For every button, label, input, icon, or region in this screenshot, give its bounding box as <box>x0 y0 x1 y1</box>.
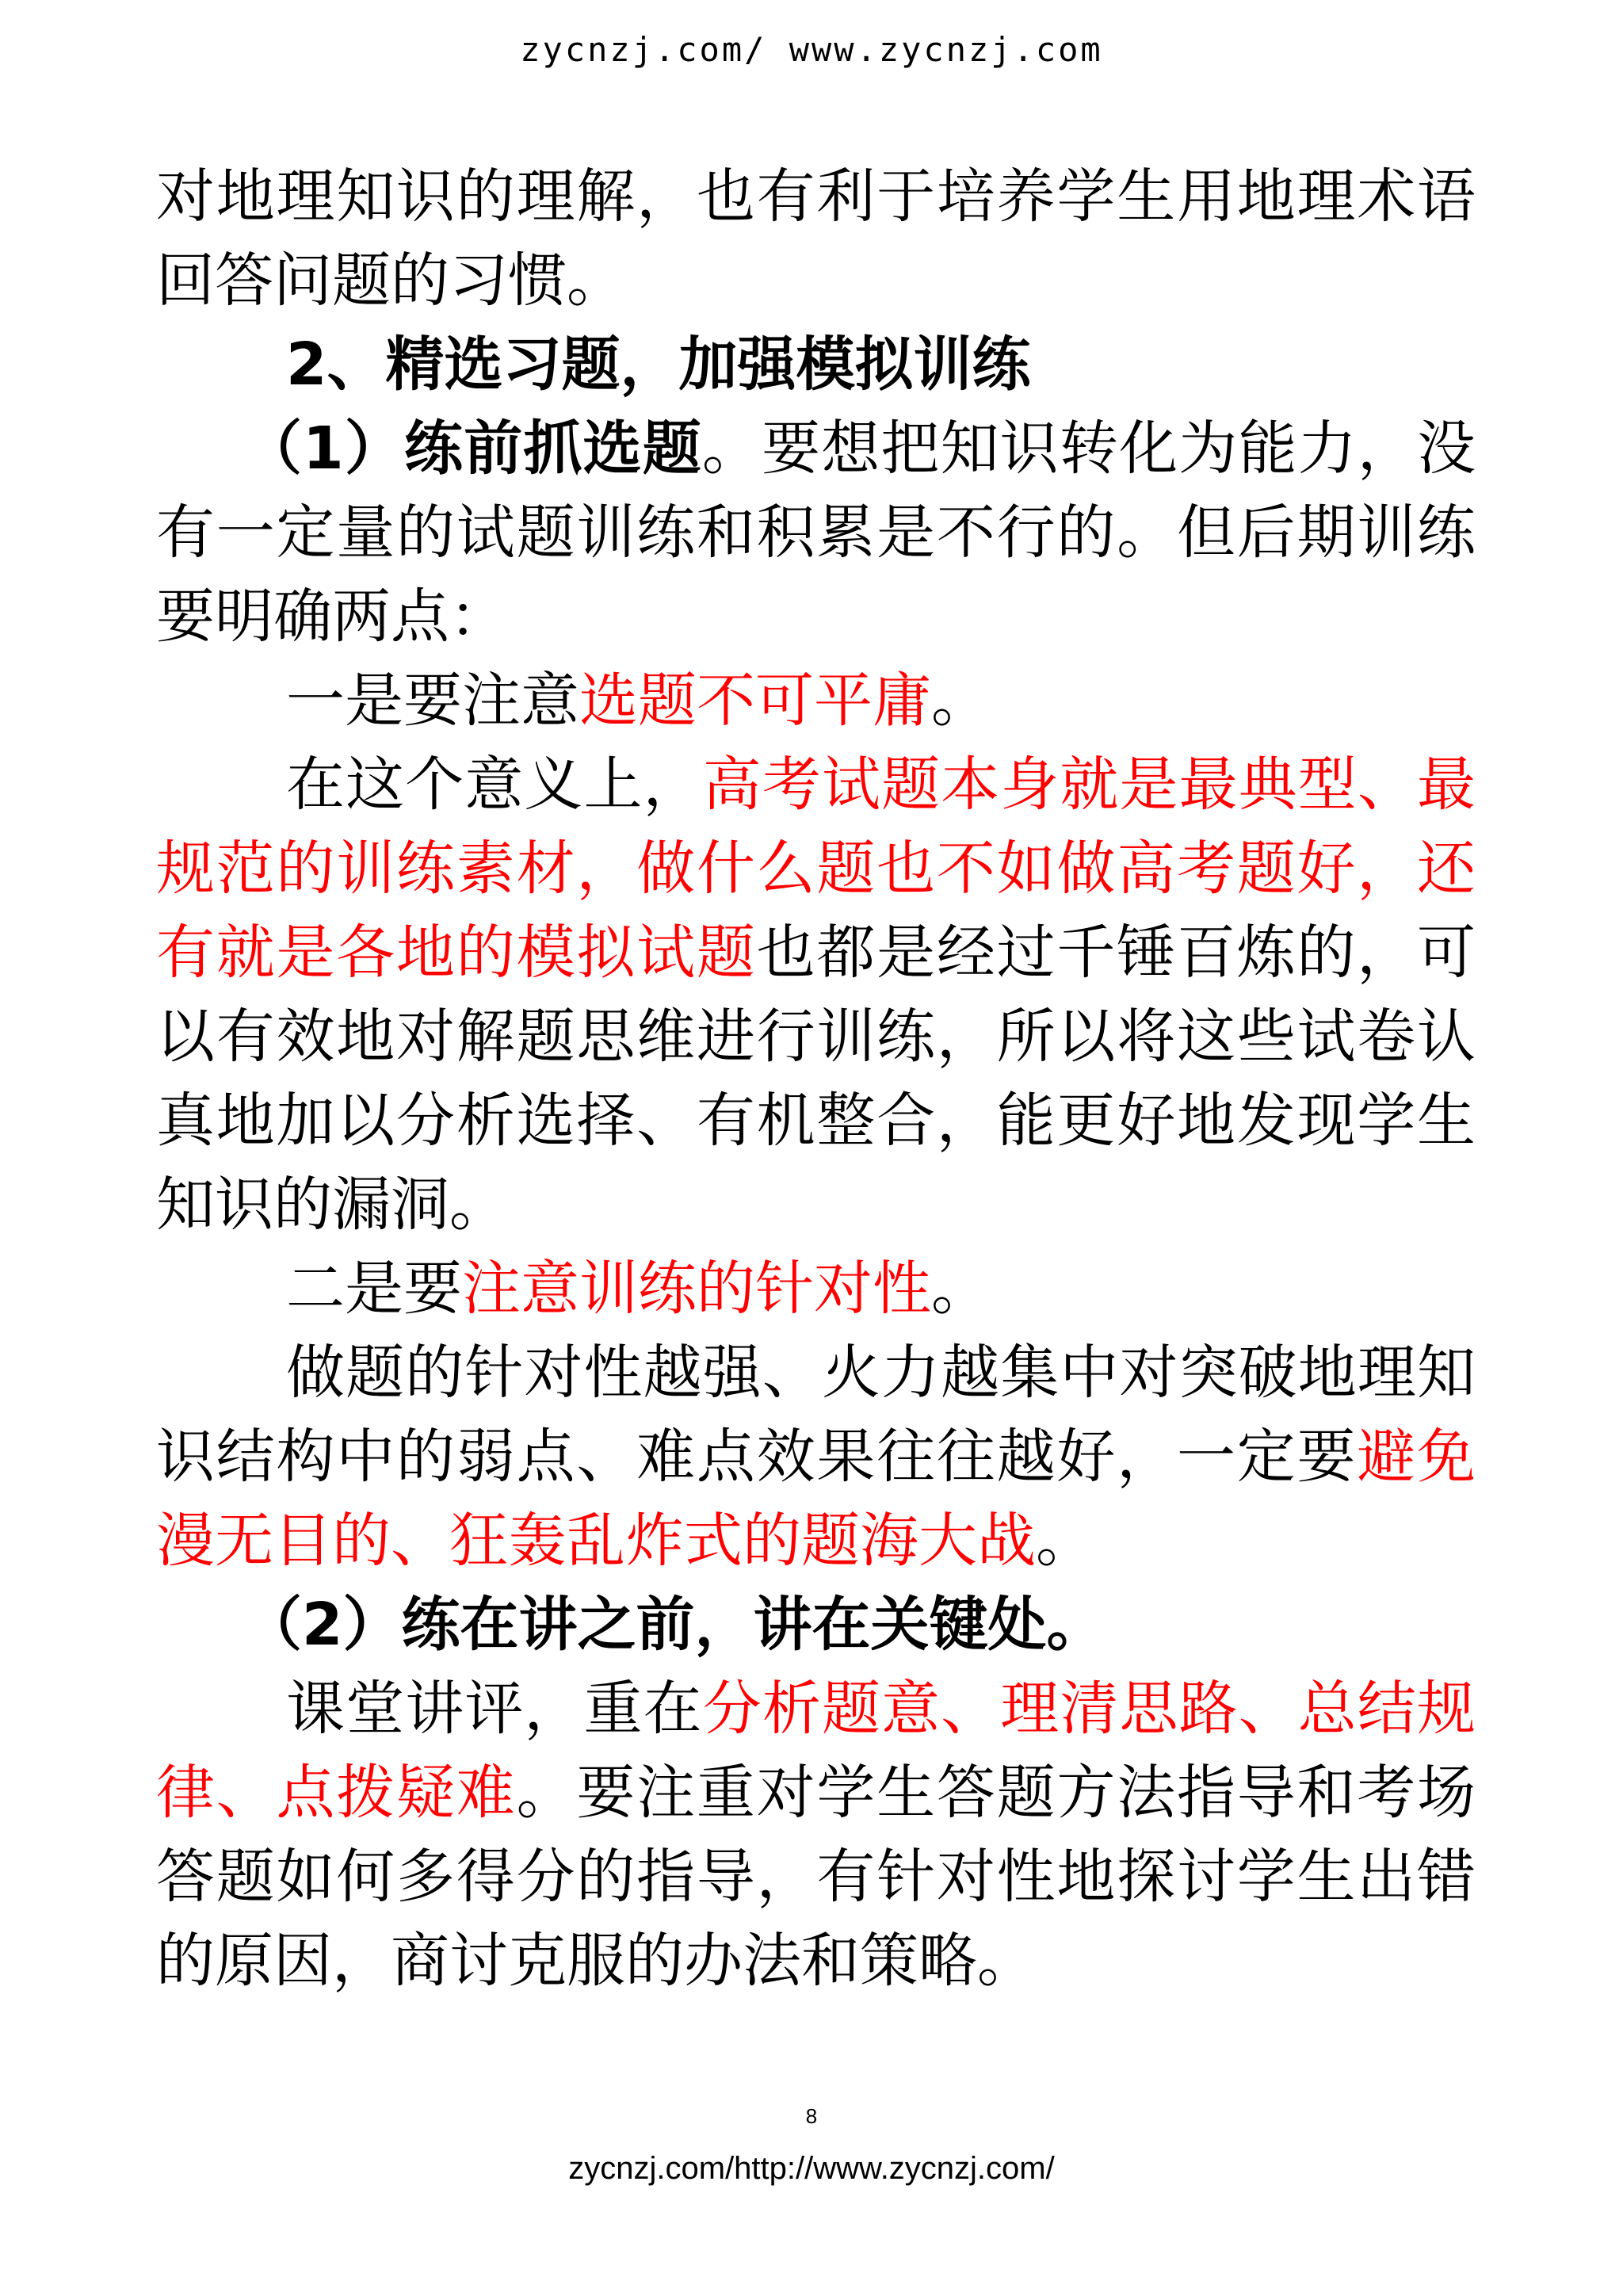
paragraph-9-text-before: 课堂讲评，重在 <box>286 1675 703 1743</box>
paragraph-7-text-before: 做题的针对性越强、火力越集中对突破地理知识结构中的弱点、难点效果往往越好，一定要 <box>156 1339 1476 1491</box>
paragraph-7 <box>156 1331 1476 1583</box>
paragraph-7-emphasis: 避免漫无目的、狂轰乱炸式的题海大战 <box>156 1423 1476 1575</box>
paragraph-5-text-after: 也都是经过千锤百炼的，可以有效地对解题思维进行训练，所以将这些试卷认真地加以分析选择、有机整合，能更好地发现学生知识的漏洞。 <box>156 919 1476 1239</box>
paragraph-9-text-after: 。要注重对学生答题方法指导和考场答题如何多得分的指导，有针对性地探讨学生出错的原因，商讨克服的办法和策略。 <box>156 1759 1476 1995</box>
section-heading-2: 2、精选习题，加强模拟训练 <box>286 330 1031 399</box>
page-footer-url: zycnzj.com/http://www.zycnzj.com/ <box>568 2151 1055 2186</box>
paragraph-5-text-before: 在这个意义上， <box>286 751 703 819</box>
paragraph-4-text-before: 一是要注意 <box>286 667 579 735</box>
paragraph-3-text: 。要想把知识转化为能力，没有一定量的试题训练和积累是不行的。但后期训练要明确两点： <box>156 415 1476 651</box>
paragraph-6-emphasis: 注意训练的针对性 <box>462 1255 931 1323</box>
paragraph-9-emphasis: 分析题意、理清思路、总结规律、点拨疑难 <box>156 1675 1476 1827</box>
subsection-heading-1: （1）练前抓选题 <box>243 415 702 483</box>
paragraph-1: 对地理知识的理解，也有利于培养学生用地理术语回答问题的习惯。 <box>156 162 1476 315</box>
document-body <box>156 155 1476 2003</box>
paragraph-6 <box>156 1247 1476 1331</box>
paragraph-6-text-after: 。 <box>931 1255 990 1323</box>
paragraph-9 <box>156 1667 1476 2003</box>
paragraph-6-text-before: 二是要 <box>286 1255 462 1323</box>
paragraph-3 <box>156 407 1476 659</box>
paragraph-7-text-after: 。 <box>1036 1507 1094 1575</box>
subsection-heading-2: （2）练在讲之前，讲在关键处。 <box>243 1591 1106 1659</box>
paragraph-5-emphasis: 高考试题本身就是最典型、最规范的训练素材，做什么题也不如做高考题好，还有就是各地的模拟试题 <box>156 751 1476 987</box>
paragraph-5 <box>156 743 1476 1247</box>
paragraph-4-emphasis: 选题不可平庸 <box>579 667 931 735</box>
page-number: 8 <box>805 2104 818 2128</box>
paragraph-4 <box>156 659 1476 743</box>
page-header-url: zycnzj.com/ www.zycnzj.com <box>520 30 1103 69</box>
paragraph-4-text-after: 。 <box>931 667 990 735</box>
